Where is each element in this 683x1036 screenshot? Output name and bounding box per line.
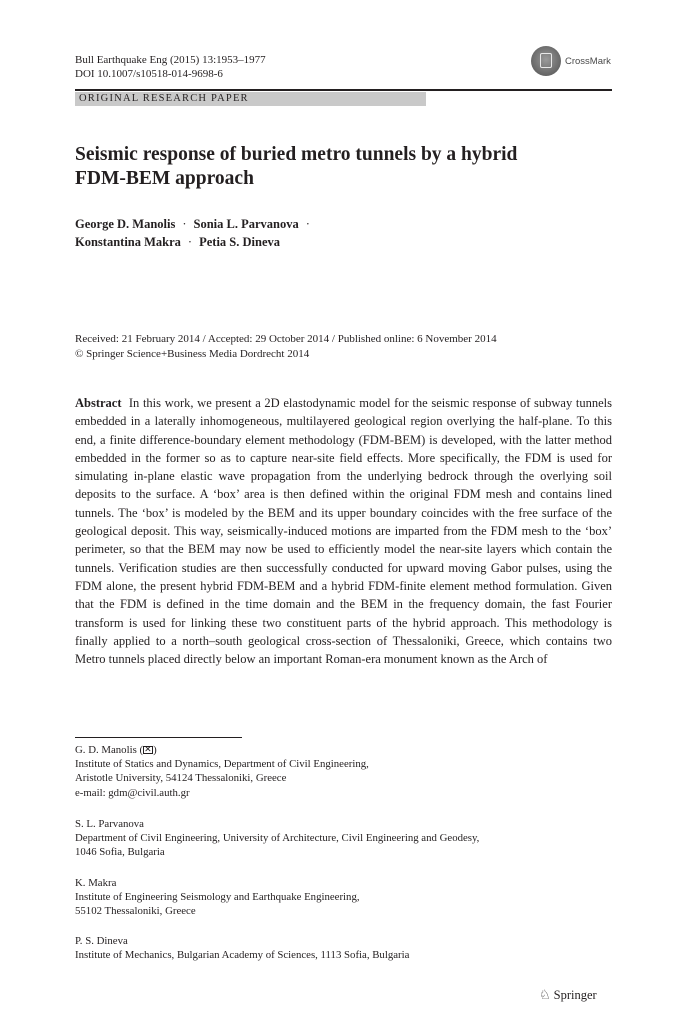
affiliation-makra <box>75 876 360 919</box>
category-bar <box>75 92 426 106</box>
footnote-rule <box>75 737 242 738</box>
crossmark-label: CrossMark <box>565 56 611 67</box>
affiliation-line: Department of Civil Engineering, University of Architecture, Civil Engineering and Geodesy, <box>75 832 480 845</box>
crossmark-icon <box>531 46 561 76</box>
paper-title <box>75 143 612 191</box>
history-dates: Received: 21 February 2014 / Accepted: 29 October 2014 / Published online: 6 November 2014 <box>75 333 497 345</box>
journal-reference: Bull Earthquake Eng (2015) 13:1953–1977 <box>75 54 266 66</box>
affiliation-line: Institute of Statics and Dynamics, Department of Civil Engineering, <box>75 758 369 771</box>
abstract <box>75 394 612 668</box>
author-list <box>75 215 317 251</box>
affiliation-name: K. Makra <box>75 877 117 889</box>
journal-citation <box>75 53 266 81</box>
title-line: Seismic response of buried metro tunnels by a hybrid <box>75 144 518 165</box>
springer-horse-icon: ♘ <box>539 987 551 1002</box>
copyright-notice: © Springer Science+Business Media Dordrecht 2014 <box>75 347 310 360</box>
header-rule <box>75 89 612 91</box>
affiliation-parvanova <box>75 817 479 860</box>
envelope-icon[interactable] <box>143 746 153 754</box>
affiliation-dineva <box>75 934 409 962</box>
author-name[interactable]: George D. Manolis <box>75 217 176 231</box>
crossmark-badge[interactable] <box>531 46 651 78</box>
affiliation-name: P. S. Dineva <box>75 935 128 947</box>
doi[interactable]: DOI 10.1007/s10518-014-9698-6 <box>75 68 223 80</box>
author-name[interactable]: Konstantina Makra <box>75 235 181 249</box>
affiliation-line: Institute of Mechanics, Bulgarian Academy of Sciences, 1113 Sofia, Bulgaria <box>75 949 410 962</box>
author-separator: · <box>187 235 193 249</box>
publisher-logo <box>539 987 597 1003</box>
author-line <box>75 215 317 233</box>
affiliation-line: 1046 Sofia, Bulgaria <box>75 846 165 859</box>
category-label: ORIGINAL RESEARCH PAPER <box>79 93 249 104</box>
author-name[interactable]: Petia S. Dineva <box>199 235 280 249</box>
abstract-text: In this work, we present a 2D elastodynamic model for the seismic response of subway tunnels embedded in a laterally inhomogeneous, multilayered geological region overlying the half-plane. To this end, a finite difference-boundary element methodology (FDM-BEM) is developed, with the latter method embedded in the former so as to capture near-site field effects. More specifically, the FDM is used for simulating in-plane elastic wave propagation from the underlying bedrock through the overlying soil deposits to the surface. A ‘box’ area is then defined within the original FDM mesh and contains lined tunnels. The ‘box’ is modeled by the BEM and its upper boundary coincides with the free surface of the geological deposit. This way, seismically-induced motions are imparted from the FDM mesh to the ‘box’ perimeter, so that the BEM may now be used to efficiently model the near-site layers which contain the tunnels. Verification studies are then successfully conducted for upward moving Gabor pulses, using the FDM alone, the present hybrid FDM-BEM and a hybrid FDM-finite element method formulation. Given that the FDM is defined in the time domain and the BEM in the frequency domain, the fast Fourier transform is used for linking these two constituent parts of the hybrid approach. This methodology is finally applied to a north–south geological cross-section of Thessaloniki, Greece, which contains two Metro tunnels placed directly below an important Roman-era monument known as the Arch of <box>75 396 613 667</box>
affiliation-manolis <box>75 743 369 800</box>
affiliation-line: 55102 Thessaloniki, Greece <box>75 905 196 918</box>
affiliation-line: Aristotle University, 54124 Thessaloniki, Greece <box>75 772 287 785</box>
abstract-heading: Abstract <box>75 396 122 410</box>
title-line: FDM-BEM approach <box>75 168 254 189</box>
author-separator: · <box>305 217 310 231</box>
affiliation-line: Institute of Engineering Seismology and Earthquake Engineering, <box>75 891 360 904</box>
author-separator: · <box>182 217 187 231</box>
publisher-name: Springer <box>553 988 597 1002</box>
author-name[interactable]: Sonia L. Parvanova <box>193 217 299 231</box>
publication-history <box>75 332 497 361</box>
email-link[interactable]: e-mail: gdm@civil.auth.gr <box>75 786 190 799</box>
author-line <box>75 233 317 251</box>
affiliation-name: G. D. Manolis (✕ ) <box>75 743 369 757</box>
paper-page <box>75 0 612 1036</box>
affiliation-name: S. L. Parvanova <box>75 818 144 830</box>
